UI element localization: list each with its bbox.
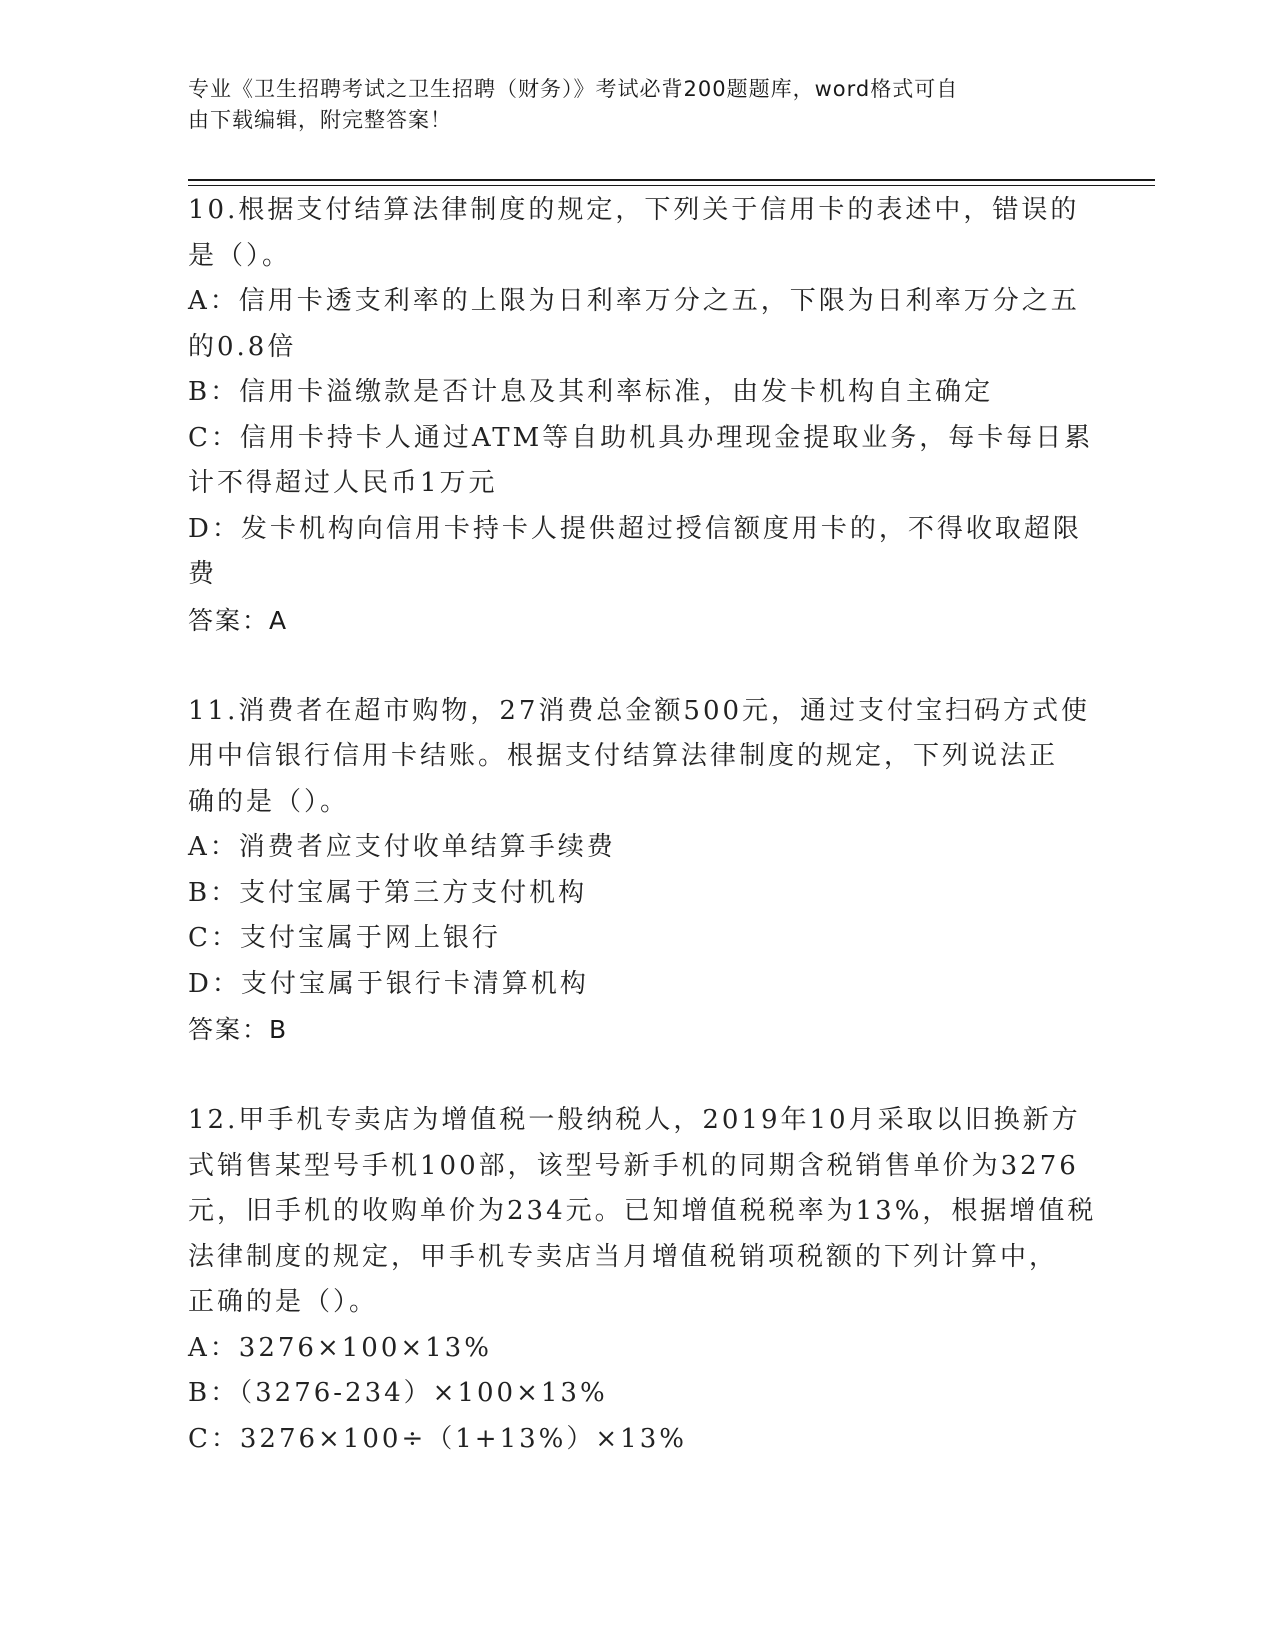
option-c: C：信用卡持卡人通过ATM等自助机具办理现金提取业务，每卡每日累 <box>188 422 1094 453</box>
answer-label: 答案：B <box>188 1015 289 1044</box>
question-stem: 12.甲手机专卖店为增值税一般纳税人，2019年10月采取以旧换新方 <box>188 1105 1081 1135</box>
question-10 <box>188 188 1094 643</box>
question-stem: 正确的是（）。 <box>188 1287 379 1317</box>
option-a: A：消费者应支付收单结算手续费 <box>188 832 616 862</box>
option-a: A：信用卡透支利率的上限为日利率万分之五，下限为日利率万分之五 <box>188 286 1080 316</box>
header-line-2: 由下载编辑，附完整答案！ <box>188 108 452 132</box>
question-stem: 式销售某型号手机100部，该型号新手机的同期含税销售单价为3276 <box>188 1150 1079 1181</box>
option-d: D：支付宝属于银行卡清算机构 <box>188 968 589 999</box>
option-b: B：（3276-234）×100×13% <box>188 1378 608 1408</box>
question-stem: 确的是（）。 <box>188 786 350 817</box>
option-c: C：支付宝属于网上银行 <box>188 923 501 953</box>
spacer <box>188 643 1078 689</box>
question-stem: 是（）。 <box>188 240 292 271</box>
option-d: D：发卡机构向信用卡持卡人提供超过授信额度用卡的，不得收取超限 <box>188 513 1082 544</box>
document-header <box>188 74 1088 136</box>
option-b: B：支付宝属于第三方支付机构 <box>188 877 588 908</box>
question-stem: 10.根据支付结算法律制度的规定，下列关于信用卡的表述中，错误的 <box>188 195 1080 225</box>
option-a: A：3276×100×13% <box>188 1332 492 1363</box>
answer-label: 答案：A <box>188 605 289 635</box>
question-stem: 用中信银行信用卡结账。根据支付结算法律制度的规定，下列说法正 <box>188 741 1059 771</box>
question-stem: 11.消费者在超市购物，27消费总金额500元，通过支付宝扫码方式使 <box>188 695 1091 726</box>
option-b: B：信用卡溢缴款是否计息及其利率标准，由发卡机构自主确定 <box>188 377 994 407</box>
header-rule-thin <box>188 185 1155 186</box>
option-d: 费 <box>188 559 218 589</box>
option-c: C：3276×100÷（1+13%）×13% <box>188 1423 687 1454</box>
question-stem: 法律制度的规定，甲手机专卖店当月增值税销项税额的下列计算中， <box>188 1241 1059 1272</box>
question-11 <box>188 689 1091 1053</box>
spacer <box>188 1053 1078 1099</box>
header-rule-thick <box>188 179 1155 181</box>
question-12 <box>188 1098 1097 1462</box>
option-c: 计不得超过人民币1万元 <box>188 468 498 498</box>
question-stem: 元，旧手机的收购单价为234元。已知增值税税率为13%，根据增值税 <box>188 1196 1097 1226</box>
option-a: 的0.8倍 <box>188 331 297 362</box>
question-list <box>188 188 1097 1462</box>
header-line-1: 专业《卫生招聘考试之卫生招聘（财务）》考试必背200题题库，word格式可自 <box>188 77 959 101</box>
